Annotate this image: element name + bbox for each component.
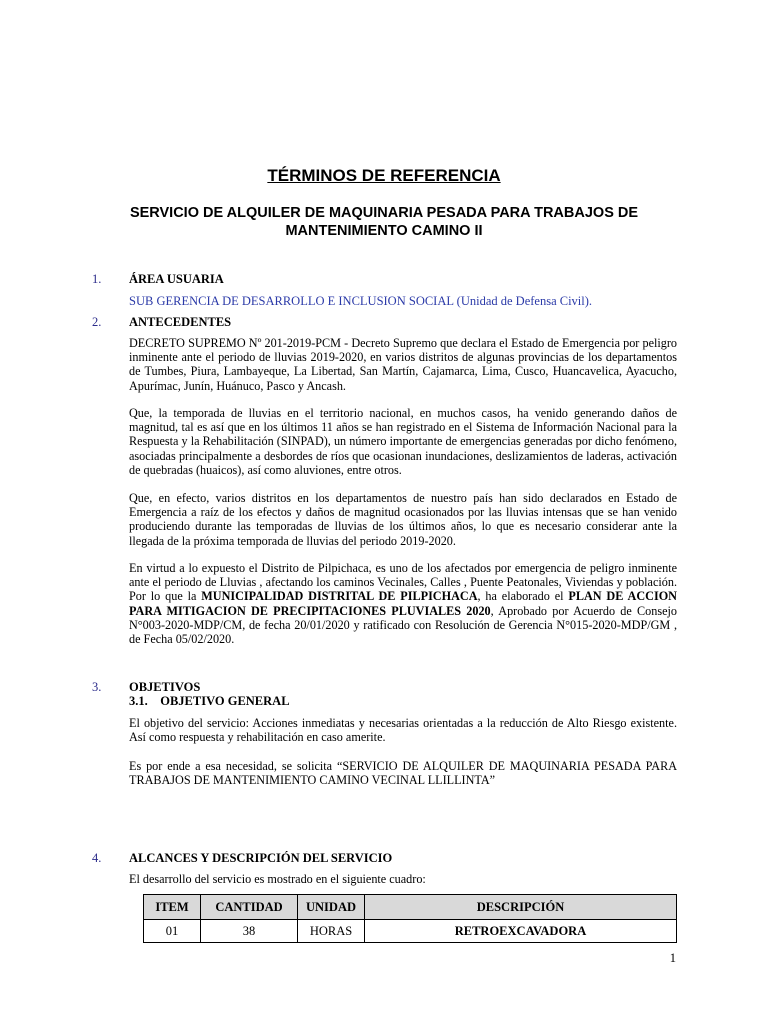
antecedentes-paragraph-3: Que, en efecto, varios distritos en los departamentos de nuestro país han sido declarados en Estado de Emergencia a raíz de los efectos y daños de magnitud ocasionados por las lluvias intensas que se han venido produciendo durante las temporadas de lluvias de los últimos años, lo que es necesario considerar ante la llegada de la próxima temporada de lluvias del periodo 2019-2020. <box>129 491 677 548</box>
cell-item: 01 <box>144 920 201 943</box>
objetivos-paragraph-2: Es por ende a esa necesidad, se solicita “SERVICIO DE ALQUILER DE MAQUINARIA PESADA PARA TRABAJOS DE MANTENIMIENTO CAMINO VECINAL LLILLINTA” <box>129 759 677 788</box>
section-3-heading: OBJETIVOS <box>129 680 201 694</box>
header-item: ITEM <box>144 895 201 920</box>
cell-descripcion: RETROEXCAVADORA <box>365 920 677 943</box>
section-4-number: 4. <box>92 851 102 865</box>
antecedentes-paragraph-2: Que, la temporada de lluvias en el territorio nacional, en muchos casos, ha venido generando daños de magnitud, tal es así que en los últimos 11 años se han registrado en el Sistema de Información Nacional para la Respuesta y la Rehabilitación (SINPAD), un número importante de emergencias generadas por dicho fenómeno, asociadas principalmente a desbordes de ríos que ocasionan inundaciones, deslizamientos de laderas, activación de quebradas (huaicos), así como aluviones, entre otros. <box>129 406 677 477</box>
section-3-number: 3. <box>92 680 102 694</box>
p4-text-e: , Aprobado por Acuerdo de Consejo N°003-2020-MDP/CM, de fecha 20/01/2020 y ratificado con Resolución de Gerencia N°015-2020-MDP/GM , de Fecha 05/02/2020. <box>129 603 677 647</box>
document-title: TÉRMINOS DE REFERENCIA <box>267 166 501 185</box>
cell-cantidad: 38 <box>201 920 298 943</box>
p4-text-c: , ha elaborado el <box>477 589 569 604</box>
document-subtitle: SERVICIO DE ALQUILER DE MAQUINARIA PESADA PARA TRABAJOS DE MANTENIMIENTO CAMINO II <box>129 205 639 239</box>
antecedentes-paragraph-4 <box>129 561 677 646</box>
plan-name: PLAN DE ACCION PARA MITIGACION DE PRECIPITACIONES PLUVIALES 2020 <box>129 589 677 618</box>
municipality-name: MUNICIPALIDAD DISTRITAL DE PILPICHACA <box>201 589 478 604</box>
header-descripcion: DESCRIPCIÓN <box>365 895 677 920</box>
section-2-heading: ANTECEDENTES <box>129 315 232 329</box>
section-4-heading: ALCANCES Y DESCRIPCIÓN DEL SERVICIO <box>129 851 393 865</box>
page-number: 1 <box>669 951 676 965</box>
header-cantidad: CANTIDAD <box>201 895 298 920</box>
subsection-3-1-heading: 3.1. OBJETIVO GENERAL <box>129 694 290 708</box>
section-1-number: 1. <box>92 272 102 286</box>
p4-text-a: En virtud a lo expuesto el Distrito de Pilpichaca, es uno de los afectados por emergencia de peligro inminente ante el periodo de Lluvias , afectando los caminos Vecinales, Calles , Puente Peatonales, Viviendas y población. Por lo que la <box>129 561 677 604</box>
alcances-intro: El desarrollo del servicio es mostrado en el siguiente cuadro: <box>129 872 426 886</box>
service-table <box>143 894 677 943</box>
header-unidad: UNIDAD <box>298 895 365 920</box>
service-table-header-row <box>144 895 677 920</box>
objetivos-paragraph-1: El objetivo del servicio: Acciones inmediatas y necesarias orientadas a la reducción de Alto Riesgo existente. Así como respuesta y rehabilitación en caso amerite. <box>129 716 677 745</box>
area-usuaria-text: SUB GERENCIA DE DESARROLLO E INCLUSION SOCIAL (Unidad de Defensa Civil). <box>129 294 593 308</box>
antecedentes-paragraph-1: DECRETO SUPREMO Nº 201-2019-PCM - Decreto Supremo que declara el Estado de Emergencia por peligro inminente ante el periodo de lluvias 2019-2020, en varios distritos de algunas provincias de los departamentos de Tumbes, Piura, Lambayeque, La Libertad, San Martín, Cajamarca, Lima, Cusco, Huancavelica, Ayacucho, Apurímac, Junín, Huánuco, Pasco y Ancash. <box>129 336 677 393</box>
table-row <box>144 920 677 943</box>
section-2-number: 2. <box>92 315 102 329</box>
section-1-heading: ÁREA USUARIA <box>129 272 224 286</box>
cell-unidad: HORAS <box>298 920 365 943</box>
